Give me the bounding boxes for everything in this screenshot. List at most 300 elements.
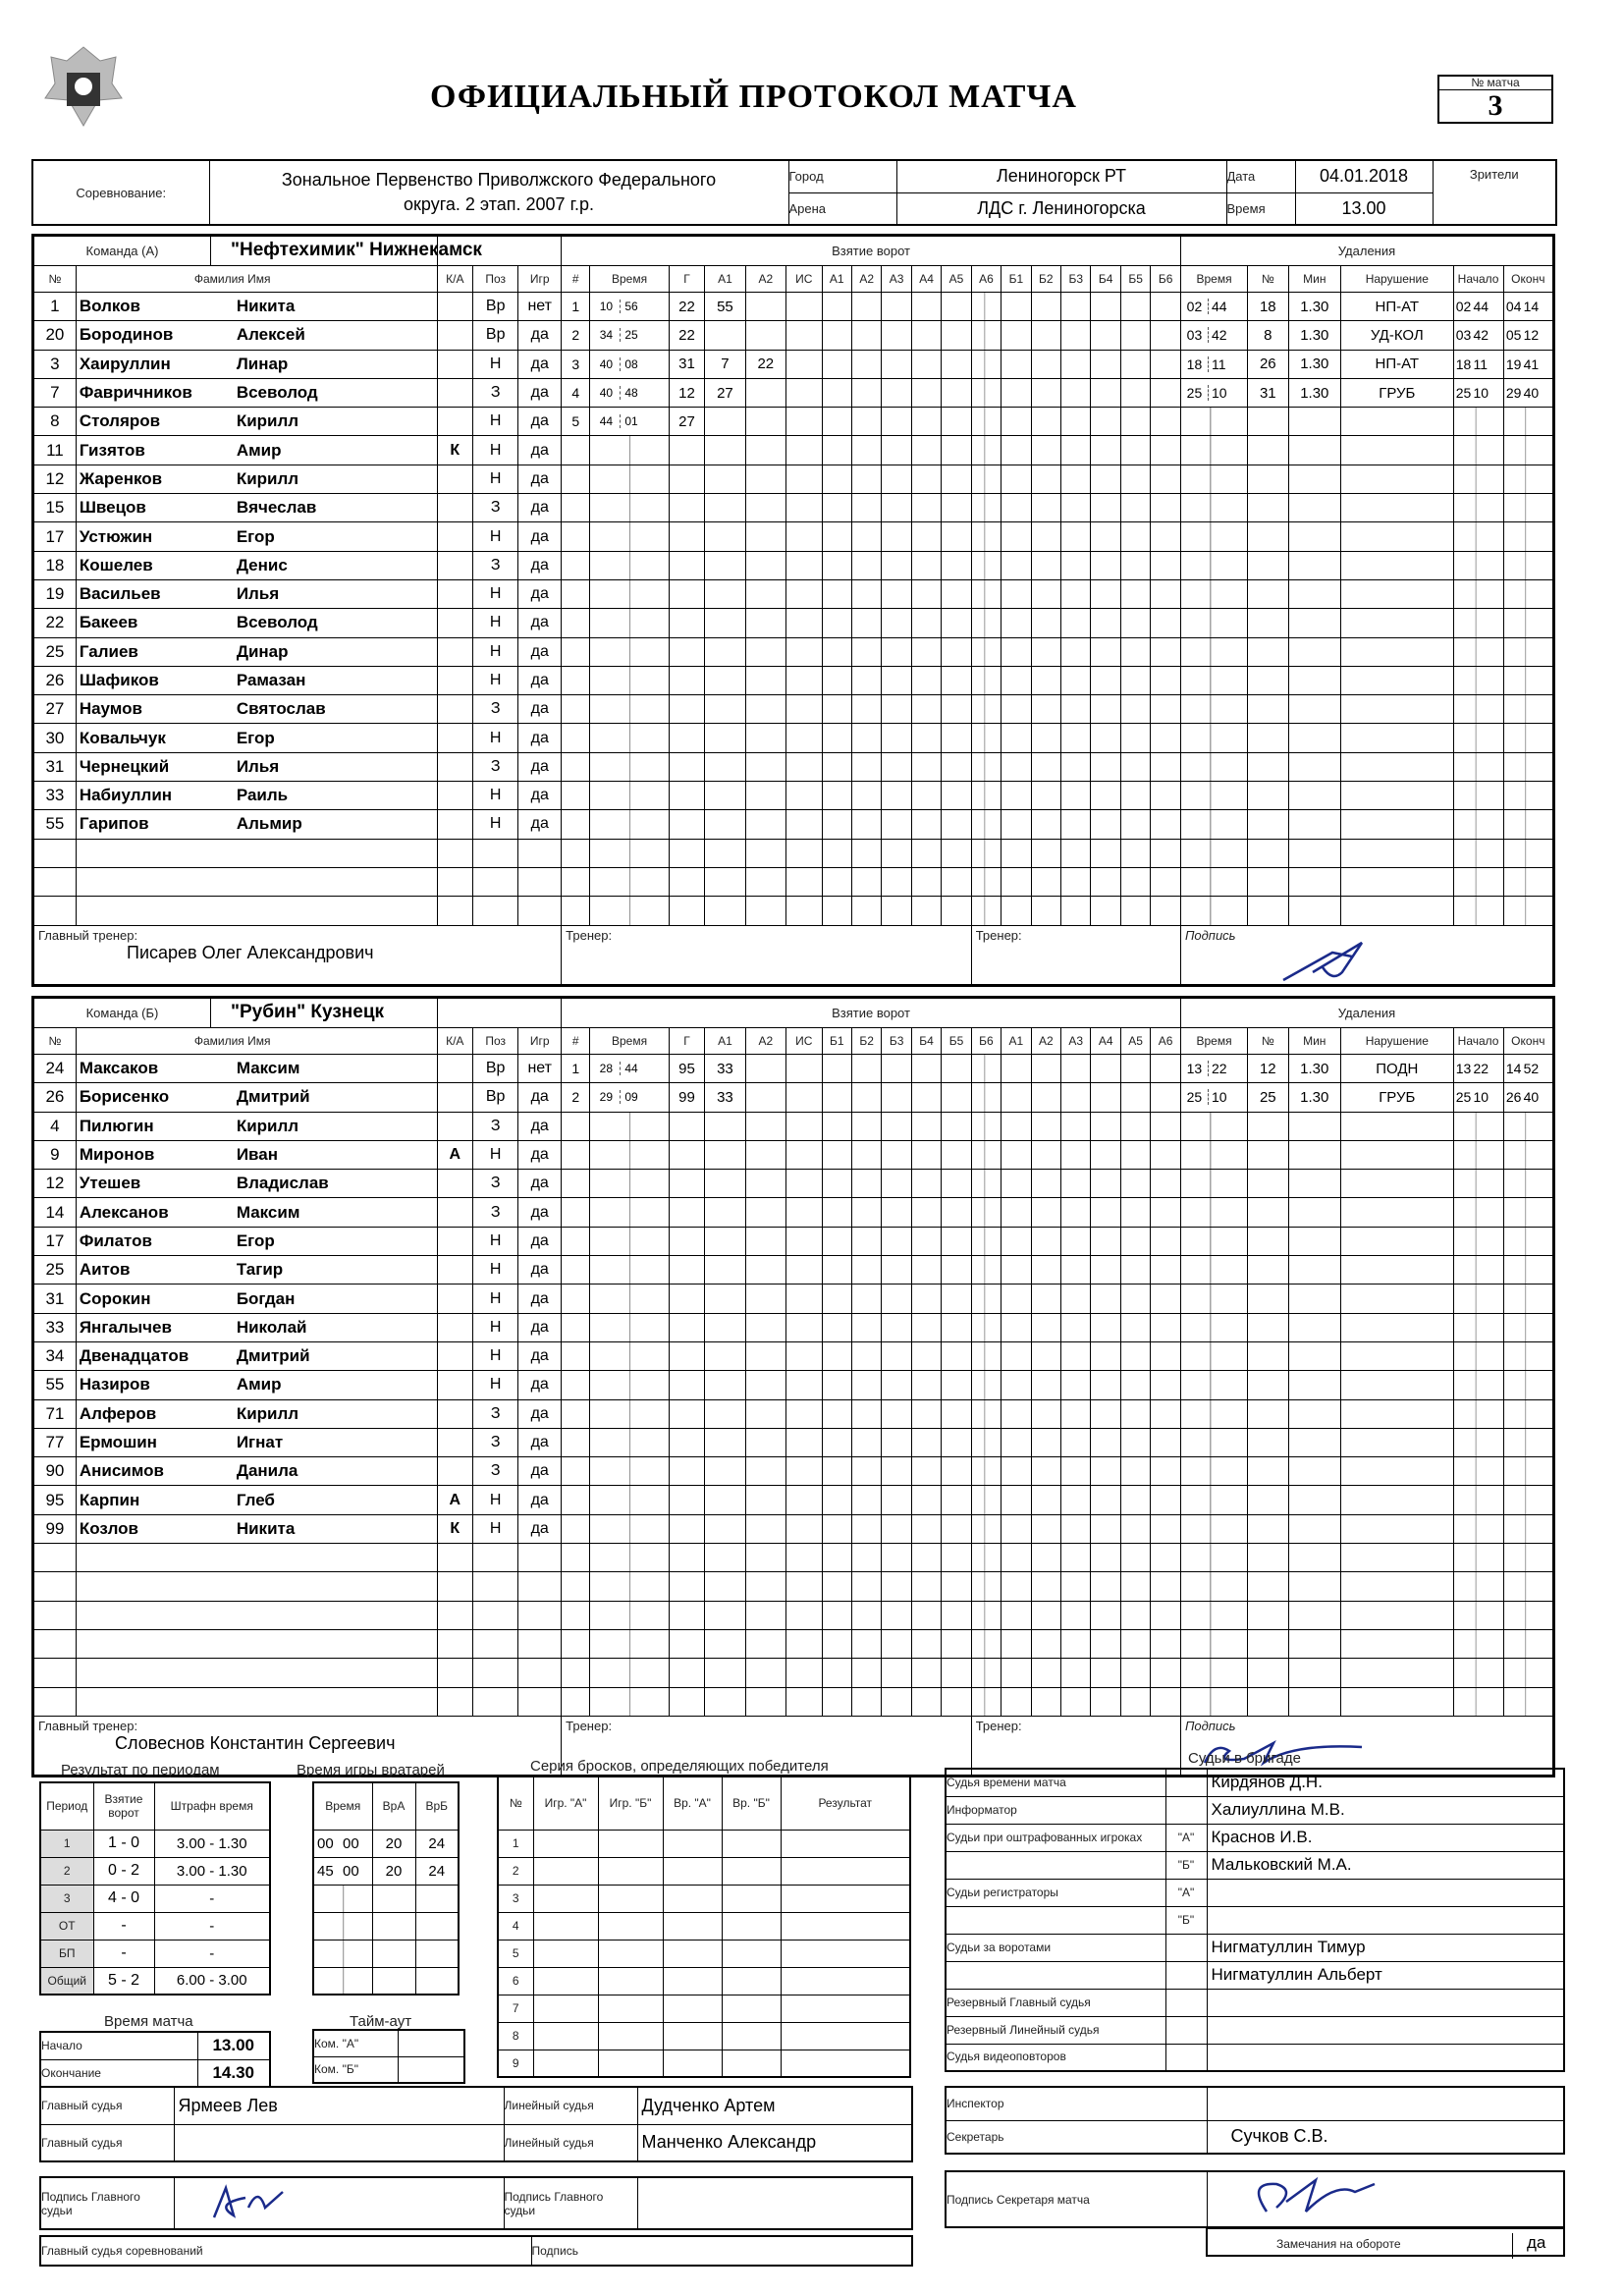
pen-time: 03 42 [1180,321,1247,350]
period-row: Общий 5 - 2 6.00 - 3.00 [40,1967,270,1995]
secretary-signature-icon [1208,2172,1404,2221]
player-number: 12 [33,1170,77,1198]
player-pos [473,867,518,896]
player-ka [437,839,473,867]
player-row [33,378,1554,407]
player-name: Янгалычев Николай [76,1313,437,1341]
team-a-section [31,234,1555,987]
player-pos: Н [473,666,518,694]
player-ka [437,378,473,407]
inspector-table [945,2086,1565,2155]
player-ka [437,522,473,551]
referees-title: Судьи в бригаде [1188,1750,1301,1767]
chief-sign-label: Подпись Главного судьи [40,2177,174,2229]
player-pos: Н [473,1227,518,1255]
goal-cell [745,1055,785,1083]
player-number: 90 [33,1457,77,1486]
goal-time: 29 09 [590,1083,669,1112]
player-played: да [518,1313,562,1341]
player-number [33,1629,77,1658]
player-ka [437,579,473,608]
col-a2: А2 [745,1028,785,1055]
player-row [33,1399,1554,1428]
goal-cell: 22 [745,350,785,378]
shootout-row: 6 [498,1967,910,1995]
goal-time: 28 44 [590,1055,669,1083]
col-g_no: # [562,1028,590,1055]
goal-cell: 55 [705,293,745,321]
player-number: 24 [33,1055,77,1083]
player-played: да [518,1170,562,1198]
player-pos: Н [473,609,518,637]
player-row [33,1112,1554,1140]
player-name: Двенадцатов Дмитрий [76,1341,437,1370]
player-played [518,1572,562,1601]
player-number [33,1544,77,1572]
player-pos: З [473,494,518,522]
signatures-table [39,2176,913,2230]
match-number: 3 [1488,89,1503,122]
date-value: 04.01.2018 [1295,160,1433,192]
timeout-b-label: Ком. "Б" [313,2056,398,2083]
player-row [33,1428,1554,1456]
referees-table [945,1768,1565,2072]
col-p_time: Время [1180,266,1247,293]
goal-no: 5 [562,408,590,436]
player-number: 31 [33,1285,77,1313]
player-name [76,1659,437,1687]
col-pA-3: А4 [1091,1028,1120,1055]
col-pB-1: Б2 [1031,266,1060,293]
col-pB-1: Б2 [851,1028,881,1055]
page-title: ОФИЦИАЛЬНЫЙ ПРОТОКОЛ МАТЧА [430,79,1077,115]
pen-end: 29 40 [1503,378,1553,407]
pen-cell: 31 [1248,378,1288,407]
player-number: 7 [33,378,77,407]
player-name: Набиуллин Раиль [76,782,437,810]
linesman1: Дудченко Артем [637,2087,912,2124]
goal-cell: 12 [669,378,705,407]
goals-col: Взятие ворот [93,1782,154,1830]
player-pos: Н [473,436,518,465]
col-p_start: Начало [1453,266,1503,293]
timeout-a [398,2030,464,2056]
team-b-section [31,996,1555,1777]
player-number: 8 [33,408,77,436]
player-played [518,1544,562,1572]
goalie-time-title: Время игры вратарей [297,1762,445,1778]
player-row [33,637,1554,666]
player-number: 19 [33,579,77,608]
player-number: 26 [33,666,77,694]
player-row [33,752,1554,781]
pen-cell: 1.30 [1288,1083,1341,1112]
player-ka: К [437,1514,473,1543]
player-name: Козлов Никита [76,1514,437,1543]
player-played [518,897,562,925]
player-number [33,897,77,925]
referee-row: Резервный Главный судья [946,1989,1564,2016]
pen-cell: 1.30 [1288,321,1341,350]
goalie-row: 45 00 20 24 [313,1857,459,1885]
goal-no: 1 [562,293,590,321]
player-number: 12 [33,465,77,493]
player-number: 55 [33,810,77,839]
pen-end: 26 40 [1503,1083,1553,1112]
player-name [76,897,437,925]
col-p_end: Оконч [1503,266,1553,293]
secretary-signature [1207,2171,1564,2227]
col-p_start: Начало [1453,1028,1503,1055]
player-number [33,1601,77,1629]
player-name: Фавричников Всеволод [76,378,437,407]
player-pos: З [473,378,518,407]
player-number: 33 [33,782,77,810]
player-played: да [518,1514,562,1543]
referee-row: Судья времени матча Кирдянов Д.Н. [946,1769,1564,1796]
pen-start: 18 11 [1453,350,1503,378]
col-g_no: # [562,266,590,293]
col-p_off: Нарушение [1341,266,1453,293]
player-pos: Н [473,579,518,608]
player-pos [473,839,518,867]
match-number-label: № матча [1439,77,1551,90]
teamA-goals-header: Взятие ворот [562,236,1181,266]
col-pA-4: А5 [1120,1028,1150,1055]
player-played: да [518,436,562,465]
goal-cell [745,408,785,436]
player-name: Галиев Динар [76,637,437,666]
player-played: да [518,321,562,350]
player-pos: Н [473,1285,518,1313]
player-row [33,1170,1554,1198]
col-p_no: № [1248,266,1288,293]
col-pB-3: Б4 [1091,266,1120,293]
player-name: Волков Никита [76,293,437,321]
pen-end: 19 41 [1503,350,1553,378]
player-pos [473,897,518,925]
col-pB-2: Б3 [1061,266,1091,293]
player-ka [437,1428,473,1456]
pen-cell: УД-КОЛ [1341,321,1453,350]
player-played: да [518,695,562,724]
col-pA-2: А3 [882,266,911,293]
player-ka [437,465,473,493]
match-start: 13.00 [197,2032,270,2059]
player-ka [437,1313,473,1341]
player-played [518,1687,562,1716]
player-name: Филатов Егор [76,1227,437,1255]
player-row [33,1055,1554,1083]
teamA-coach: Тренер: [562,925,972,985]
player-ka [437,1687,473,1716]
col-pB-0: Б1 [1001,266,1031,293]
arena-value: ЛДС г. Лениногорска [896,192,1226,225]
col-played: Игр [518,1028,562,1055]
shootout-row: 3 [498,1885,910,1912]
spectators-label: Зрители [1433,160,1556,225]
player-name: Миронов Иван [76,1140,437,1169]
col-pB-4: Б5 [1120,266,1150,293]
player-row [33,1629,1554,1658]
player-row [33,1486,1554,1514]
player-pos: З [473,1170,518,1198]
teamB-sign: Подпись [1180,1716,1553,1776]
player-row [33,551,1554,579]
player-ka [437,666,473,694]
player-pos: З [473,1399,518,1428]
player-played: да [518,522,562,551]
goal-cell: 7 [705,350,745,378]
player-ka [437,1371,473,1399]
inspector-value [1207,2087,1564,2120]
pen-cell: 8 [1248,321,1288,350]
player-played: да [518,1227,562,1255]
col-pA-5: А6 [971,266,1001,293]
teamB-head-coach: Главный тренер: Словеснов Константин Сергеевич [33,1716,562,1776]
player-row [33,350,1554,378]
player-pos: Н [473,1486,518,1514]
player-played: да [518,637,562,666]
pen-cell: НП-АТ [1341,293,1453,321]
player-row [33,810,1554,839]
referee-row: Нигматуллин Альберт [946,1961,1564,1989]
player-row [33,321,1554,350]
pen-start: 25 10 [1453,1083,1503,1112]
player-played: да [518,378,562,407]
player-name: Бакеев Всеволод [76,609,437,637]
teamA-pen-header: Удаления [1180,236,1553,266]
chief2-signature [637,2177,912,2229]
col-a1: А1 [705,1028,745,1055]
player-number [33,867,77,896]
goal-cell [705,408,745,436]
player-pos [473,1544,518,1572]
player-row [33,1313,1554,1341]
match-end: 14.30 [197,2059,270,2087]
player-row [33,436,1554,465]
shootout-row: 4 [498,1912,910,1940]
chief-ref2 [174,2124,504,2161]
period-row: 3 4 - 0 - [40,1885,270,1912]
player-pos [473,1659,518,1687]
player-ka [437,408,473,436]
player-ka [437,1544,473,1572]
player-row [33,1457,1554,1486]
player-number: 25 [33,1256,77,1285]
col-pos: Поз [473,266,518,293]
linesman1-label: Линейный судья [504,2087,637,2124]
notes-value: да [1512,2233,1545,2259]
player-played: да [518,1371,562,1399]
player-played: да [518,1285,562,1313]
player-pos: Н [473,724,518,752]
player-name: Столяров Кирилл [76,408,437,436]
player-name: Алферов Кирилл [76,1399,437,1428]
col-g_time: Время [590,266,669,293]
teamB-pen-header: Удаления [1180,998,1553,1028]
player-pos: З [473,1112,518,1140]
col-pA-0: А1 [822,266,851,293]
player-number [33,1572,77,1601]
secretary-label: Секретарь [946,2120,1207,2154]
player-number: 55 [33,1371,77,1399]
player-pos: З [473,695,518,724]
secretary-value: Сучков С.В. [1207,2120,1564,2154]
player-played [518,1601,562,1629]
referee-row: Резервный Линейный судья [946,2016,1564,2044]
player-ka [437,1629,473,1658]
teamB-label: Команда (Б) [34,999,211,1027]
pen-time: 25 10 [1180,1083,1247,1112]
goal-cell: 22 [669,293,705,321]
linesman2-label: Линейный судья [504,2124,637,2161]
player-played: да [518,810,562,839]
col-g_time: Время [590,1028,669,1055]
goal-cell: 99 [669,1083,705,1112]
player-number: 25 [33,637,77,666]
goal-time: 34 25 [590,321,669,350]
goal-cell [745,1083,785,1112]
player-pos: Н [473,1341,518,1370]
teamA-name-cell [33,236,482,266]
player-row [33,408,1554,436]
inspector-label: Инспектор [946,2087,1207,2120]
teamA-signature-icon [1185,943,1381,982]
teamA-label: Команда (А) [34,237,211,265]
shootout-table: № Игр. "А" Игр. "Б" Вр. "А" Вр. "Б" Результат 1 2 3 4 5 6 7 8 9 [497,1776,911,2078]
teamB-name: "Рубин" Кузнецк [231,1002,385,1022]
pen-cell: 1.30 [1288,1055,1341,1083]
col-pA-1: А2 [851,266,881,293]
goal-cell [745,321,785,350]
col-pA-3: А4 [911,266,941,293]
player-ka [437,609,473,637]
periods-table [39,1781,271,1995]
player-number: 34 [33,1341,77,1370]
teamA-name: "Нефтехимик" Нижнекамск [231,240,482,260]
player-ka [437,1601,473,1629]
pen-cell: НП-АТ [1341,350,1453,378]
player-row [33,1572,1554,1601]
teamA-table [31,234,1555,987]
goal-time: 40 48 [590,378,669,407]
pen-cell: 26 [1248,350,1288,378]
referee-row: Судья видеоповторов [946,2044,1564,2071]
player-ka [437,321,473,350]
player-row [33,1083,1554,1112]
time-value: 13.00 [1295,192,1433,225]
pen-end: 05 12 [1503,321,1553,350]
pen-time: 13 22 [1180,1055,1247,1083]
goal-no: 3 [562,350,590,378]
col-name: Фамилия Имя [76,1028,437,1055]
player-pos: Вр [473,1083,518,1112]
goal-cell: 33 [705,1083,745,1112]
linesman2: Манченко Александр [637,2124,912,2161]
col-g: Г [669,1028,705,1055]
player-ka: К [437,436,473,465]
col-a2: А2 [745,266,785,293]
player-played: нет [518,1055,562,1083]
comp-chief-table [39,2235,913,2267]
pen-col: Штрафн время [154,1782,270,1830]
col-is: ИС [786,266,823,293]
player-ka [437,1256,473,1285]
player-ka [437,1285,473,1313]
shootout-row: 8 [498,2022,910,2050]
teamA-coach2: Тренер: [971,925,1180,985]
player-played [518,839,562,867]
col-name: Фамилия Имя [76,266,437,293]
col-is: ИС [786,1028,823,1055]
pen-cell: 12 [1248,1055,1288,1083]
shootout-row: 2 [498,1857,910,1885]
player-ka [437,782,473,810]
player-played: да [518,1341,562,1370]
player-pos: З [473,1198,518,1227]
shootout-row: 5 [498,1940,910,1967]
shootout-row: 9 [498,2050,910,2077]
teamB-coach2: Тренер: [971,1716,1180,1776]
player-played: да [518,1198,562,1227]
pen-time: 18 11 [1180,350,1247,378]
player-played: да [518,465,562,493]
player-number: 14 [33,1198,77,1227]
col-pA-1: А2 [1031,1028,1060,1055]
player-number: 20 [33,321,77,350]
player-pos: Н [473,350,518,378]
player-pos: Н [473,1313,518,1341]
player-row [33,839,1554,867]
player-number: 26 [33,1083,77,1112]
player-row [33,1514,1554,1543]
player-row [33,897,1554,925]
player-ka [437,752,473,781]
col-played: Игр [518,266,562,293]
chief-ref-label: Главный судья [40,2087,174,2124]
referee-row: "Б" Мальковский М.А. [946,1851,1564,1879]
city-label: Город [788,160,896,192]
player-number: 71 [33,1399,77,1428]
pen-cell: ГРУБ [1341,1083,1453,1112]
player-row [33,609,1554,637]
secretary-sign-table [945,2170,1565,2228]
chief-ref2-label: Главный судья [40,2124,174,2161]
comp-chief-label: Главный судья соревнований [40,2236,531,2266]
player-name: Утешев Владислав [76,1170,437,1198]
player-row [33,695,1554,724]
player-ka [437,1457,473,1486]
goal-cell [705,321,745,350]
player-number: 30 [33,724,77,752]
match-time-title: Время матча [104,2013,193,2030]
player-ka [437,350,473,378]
goal-time: 40 08 [590,350,669,378]
player-row [33,1140,1554,1169]
player-name: Швецов Вячеслав [76,494,437,522]
player-ka [437,293,473,321]
pen-start: 03 42 [1453,321,1503,350]
player-played: да [518,666,562,694]
pen-time: 02 44 [1180,293,1247,321]
col-no: № [33,266,77,293]
player-number: 17 [33,522,77,551]
player-pos: З [473,1457,518,1486]
shootout-row: 1 [498,1830,910,1857]
player-number: 3 [33,350,77,378]
player-ka [437,897,473,925]
